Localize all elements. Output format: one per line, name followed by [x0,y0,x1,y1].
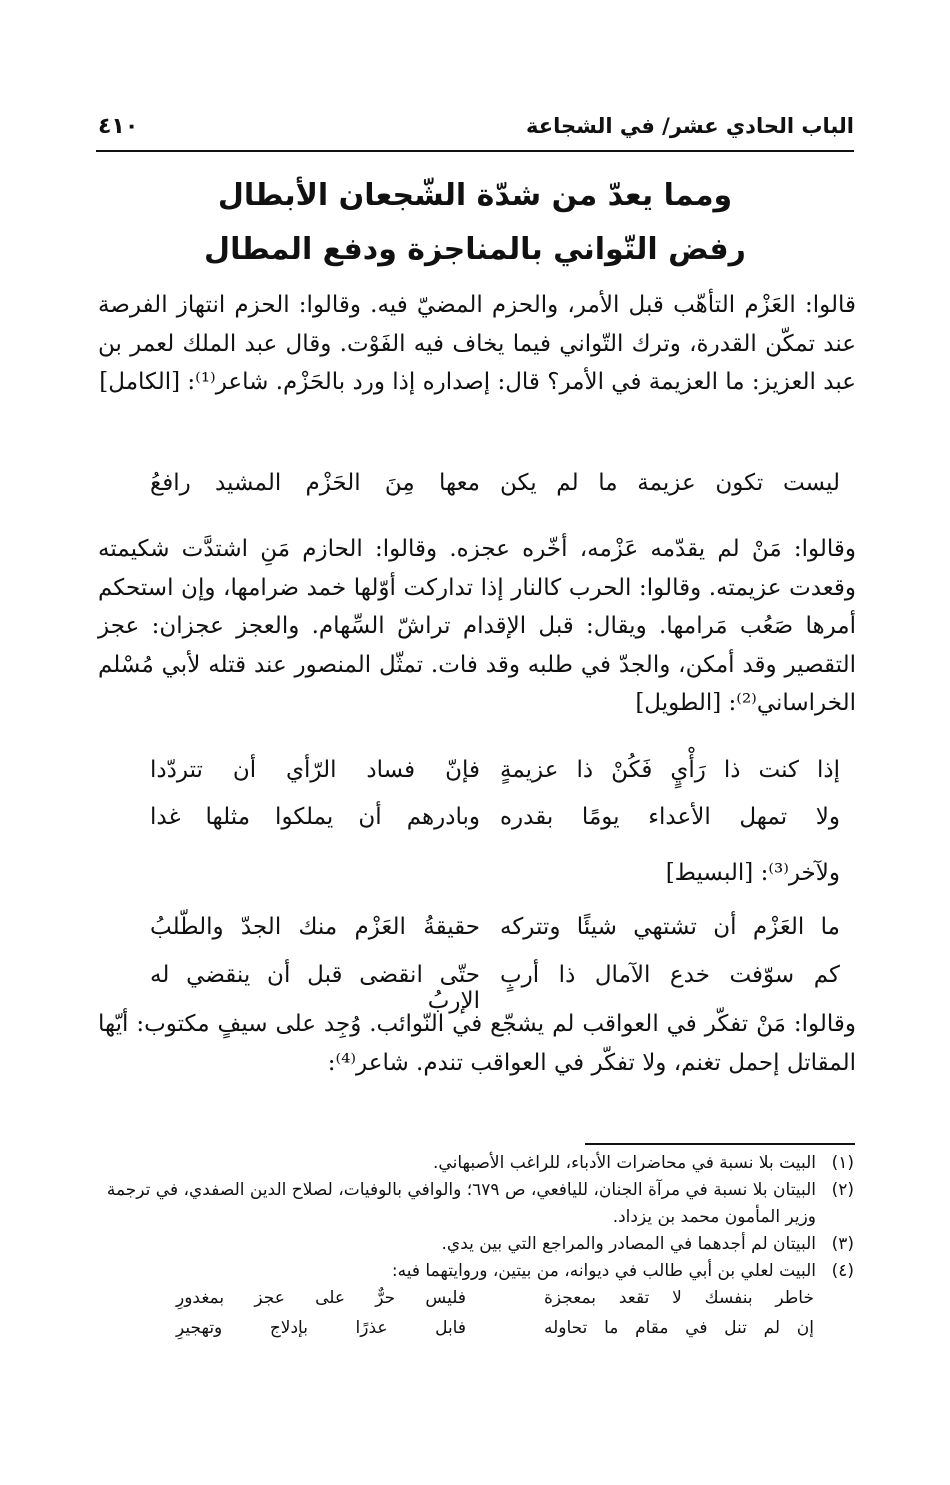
footnote-verse-2-first-hemistich: إن لم تنل في مقام ما تحاوله [544,1318,814,1338]
footnotes [96,1150,854,1345]
verse-3-second-hemistich: وبادرهم أن يملكوا مثلها غدا [150,804,480,830]
footnote-text: البيت لعلي بن أبي طالب في ديوانه، من بيتين، وروايتهما فيه: [391,1261,816,1281]
verse-5-first-hemistich: كم سوّفت خدع الآمال ذا أربٍ [500,962,840,988]
verse-5 [120,962,840,1014]
footnote-number: (٤) [831,1261,854,1281]
section-heading-line-2: رفض التّواني بالمناجزة ودفع المطال [204,232,746,267]
footnote-4 [96,1258,854,1285]
page-number: ٤١٠ [98,114,139,139]
footnote-2 [96,1177,854,1231]
footnote-3 [96,1231,854,1258]
page-header [96,112,854,152]
footnote-number: (١) [831,1153,854,1173]
verse-1-first-hemistich: ليست تكون عزيمة ما لم يكن [500,470,840,496]
section-heading-line-1: ومما يعدّ من شدّة الشّجعان الأبطال [217,178,733,213]
footnote-number: (٢) [831,1180,854,1200]
verse-3-first-hemistich: ولا تمهل الأعداء يومًا بقدره [500,804,840,830]
paragraph-1: قالوا: العَزْم التأهّب قبل الأمر، والحزم المضيّ فيه. وقالوا: الحزم انتهاز الفرصة عند تمكّن القدرة، وترك التّواني فيما يخاف فيه الفَوْت. وقال عبد الملك لعمر بن عبد العزيز: ما العزيمة في الأمر؟ قال: إصداره إذا ورد بالحَزْم. شاعر⁽¹⁾: [الكامل] [98,292,856,395]
verse-2-first-hemistich: إذا كنت ذا رَأْيٍ فَكُنْ ذا عزيمةٍ [500,757,840,783]
verse-2 [120,757,840,797]
verse-1 [120,470,840,510]
footnote-1 [96,1150,854,1177]
paragraph-3: وقالوا: مَنْ تفكّر في العواقب لم يشجّع في النّوائب. وُجِد على سيفٍ مكتوب: أيّها المقاتل إحمل تغنم، ولا تفكّر في العواقب تندم. شاعر⁽⁴⁾: [98,1011,856,1076]
footnote-number: (٣) [831,1234,854,1254]
verse-4 [120,914,840,954]
paragraph-2: وقالوا: مَنْ لم يقدّمه عَزْمه، أخّره عجزه. وقالوا: الحازم مَنِ اشتدَّت شكيمته وقعدت عزيمته. وقالوا: الحرب كالنار إذا تداركت أوّلها خمد ضرامها، وإن استحكم أمرها صَعُب مَرامها. ويقال: قبل الإقدام تراشّ السِّهام. والعجز عجزان: عجز التقصير وقد أمكن، والجدّ في طلبه وقد فات. تمثّل المنصور عند قتله لأبي مُسْلم الخراساني⁽²⁾: [الطويل] [98,536,856,716]
running-title: الباب الحادي عشر/ في الشجاعة [525,114,854,138]
verse-4-first-hemistich: ما العَزْم أن تشتهي شيئًا وتتركه [500,914,840,940]
verse-2-second-hemistich: فإنّ فساد الرّأي أن تتردّدا [150,757,480,783]
footnote-verse-2-second-hemistich: فابل عذرًا بإدلاج وتهجيرِ [176,1318,466,1338]
verse-4-second-hemistich: حقيقةُ العَزْم منك الجدّ والطّلبُ [150,914,480,940]
footnote-text: البيتان بلا نسبة في مرآة الجنان، لليافعي، ص ٦٧٩؛ والوافي بالوفيات، لصلاح الدين الصفدي، في ترجمة وزير المأمون محمد بن يزداد. [106,1180,816,1227]
other-poet-line: ولآخر⁽³⁾: [البسيط] [665,860,840,886]
verse-3 [120,804,840,844]
footnote-verse-2 [176,1315,814,1345]
footnote-verse-1-first-hemistich: خاطر بنفسك لا تقعد بمعجزة [544,1288,814,1308]
verse-5-second-hemistich: حتّى انقضى قبل أن ينقضي له الإربُ [150,962,480,1014]
footnote-text: البيتان لم أجدهما في المصادر والمراجع التي بين يدي. [441,1234,816,1254]
verse-1-second-hemistich: معها مِنَ الحَزْم المشيد رافعُ [150,470,480,496]
footnote-separator [585,1143,855,1145]
footnote-text: البيت بلا نسبة في محاضرات الأدباء، للراغب الأصبهاني. [433,1153,816,1173]
footnote-verse-1 [176,1285,814,1315]
footnote-verse-1-second-hemistich: فليس حرٌّ على عجز بمغدورِ [176,1288,466,1308]
